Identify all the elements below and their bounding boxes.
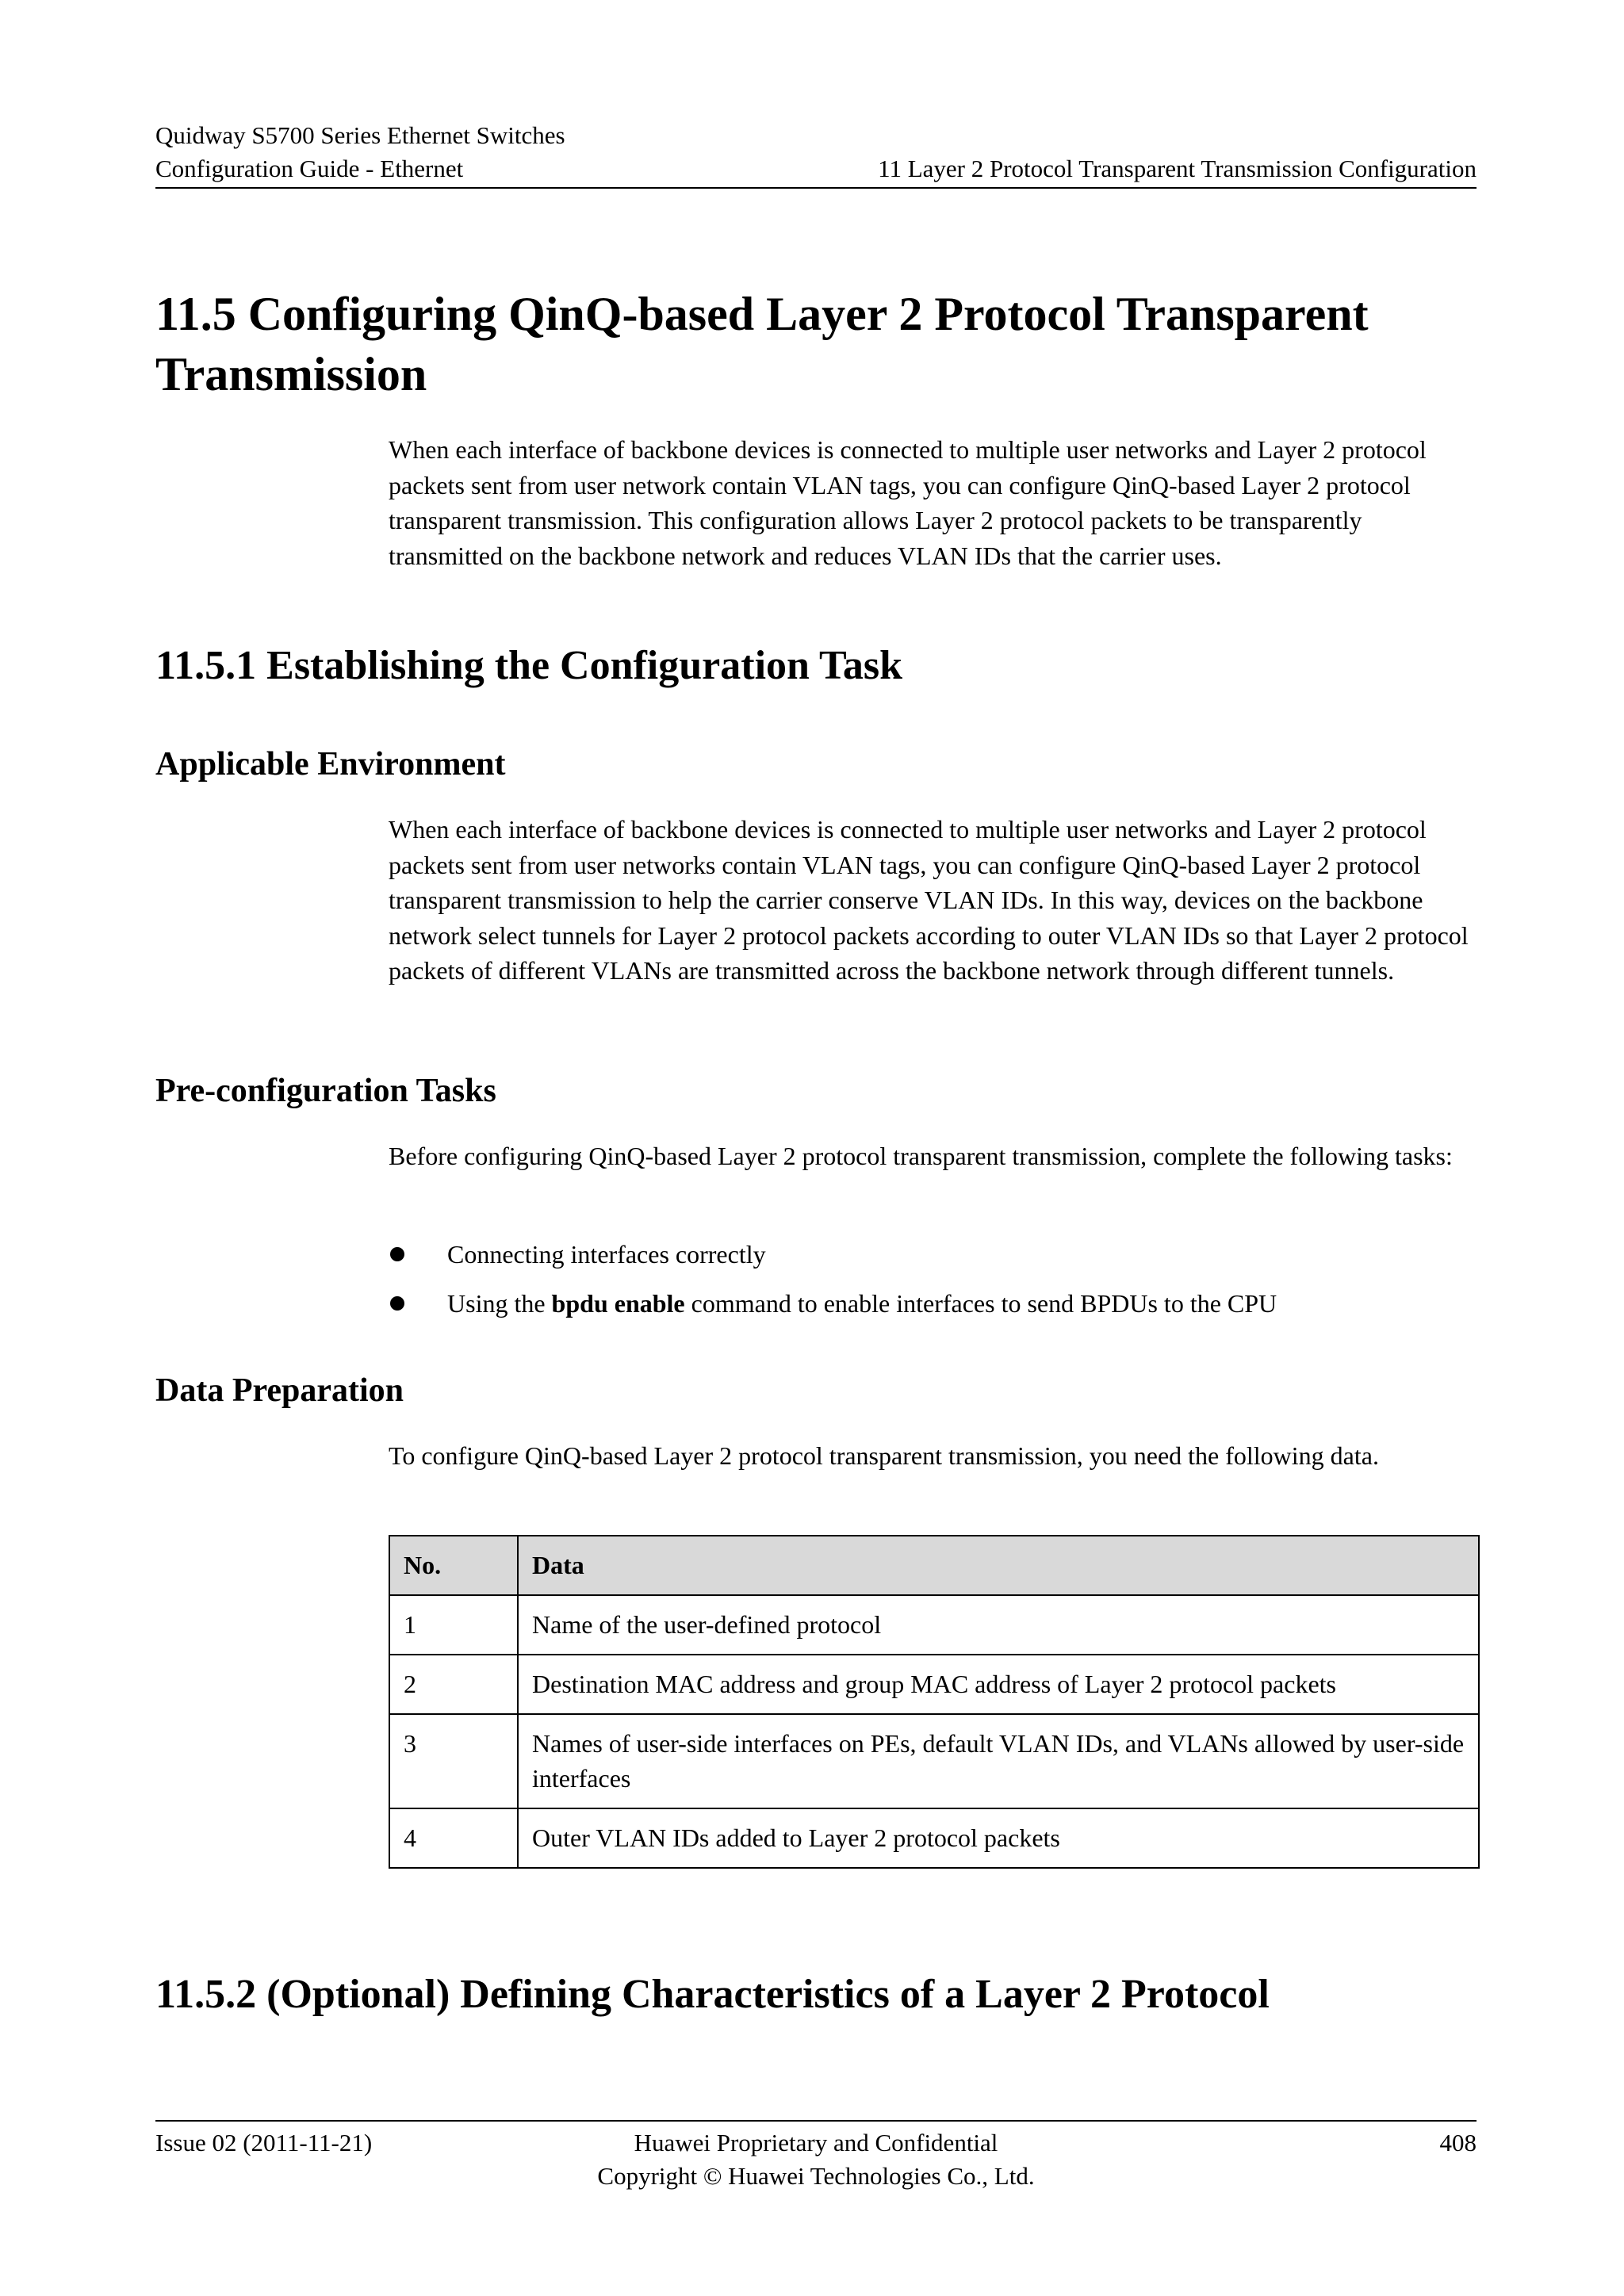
data-preparation-text: To configure QinQ-based Layer 2 protocol transparent transmission, you need the following data. xyxy=(389,1441,1379,1470)
table-cell-data: Names of user-side interfaces on PEs, default VLAN IDs, and VLANs allowed by user-side interfaces xyxy=(518,1714,1479,1808)
applicable-environment-heading: Applicable Environment xyxy=(155,746,506,783)
table-cell-data: Name of the user-defined protocol xyxy=(518,1595,1479,1655)
list-item xyxy=(389,1237,1481,1272)
list-item xyxy=(389,1286,1481,1321)
footer-page-number: 408 xyxy=(1439,2129,1477,2156)
applicable-environment-text: When each interface of backbone devices is connected to multiple user networks and Layer 2 protocol packets sent from user networks contain VLAN tags, you can configure QinQ-based Layer 2 protocol transparent transmission to help the carrier conserve VLAN IDs. In this way, devices on the backbone network select tunnels for Layer 2 protocol packets according to outer VLAN IDs so that Layer 2 protocol packets of different VLANs are transmitted across the backbone network through different tunnels. xyxy=(389,815,1469,985)
footer-issue: Issue 02 (2011-11-21) xyxy=(155,2129,373,2156)
table-row xyxy=(389,1808,1479,1868)
data-preparation-heading: Data Preparation xyxy=(155,1372,404,1409)
section-intro: When each interface of backbone devices is connected to multiple user networks and Layer 2 protocol packets sent from user network contain VLAN tags, you can configure QinQ-based Layer 2 protocol transparent transmission. This configuration allows Layer 2 protocol packets to be transparently transmitted on the backbone network and reduces VLAN IDs that the carrier uses. xyxy=(389,435,1427,570)
footer-center xyxy=(155,2126,1477,2193)
preconfiguration-task-list xyxy=(389,1237,1481,1335)
footer-copyright: Copyright © Huawei Technologies Co., Ltd. xyxy=(597,2162,1035,2190)
header-line-2 xyxy=(155,152,1477,186)
header-product: Quidway S5700 Series Ethernet Switches xyxy=(155,121,565,149)
page-footer xyxy=(155,2120,1477,2190)
task-connect-interfaces: Connecting interfaces correctly xyxy=(447,1240,766,1269)
table-cell-data: Outer VLAN IDs added to Layer 2 protocol packets xyxy=(518,1808,1479,1868)
column-header-no: No. xyxy=(389,1536,518,1595)
preconfiguration-text: Before configuring QinQ-based Layer 2 protocol transparent transmission, complete the following tasks: xyxy=(389,1142,1453,1170)
task-bpdu-prefix: Using the xyxy=(447,1289,552,1318)
subsection-1-title: 11.5.1 Establishing the Configuration Task xyxy=(155,643,903,688)
command-bpdu-enable: bpdu enable xyxy=(551,1289,685,1318)
table-row xyxy=(389,1595,1479,1655)
footer-proprietary: Huawei Proprietary and Confidential xyxy=(634,2129,998,2156)
table-cell-data: Destination MAC address and group MAC address of Layer 2 protocol packets xyxy=(518,1655,1479,1714)
bullet-dot-icon xyxy=(390,1247,404,1261)
table-row xyxy=(389,1714,1479,1808)
table-cell-no: 2 xyxy=(389,1655,518,1714)
task-bpdu-suffix: command to enable interfaces to send BPDUs to the CPU xyxy=(684,1289,1277,1318)
table-cell-no: 3 xyxy=(389,1714,518,1808)
preconfiguration-heading: Pre-configuration Tasks xyxy=(155,1073,496,1109)
table-cell-no: 1 xyxy=(389,1595,518,1655)
table-header-row xyxy=(389,1536,1479,1595)
table-cell-no: 4 xyxy=(389,1808,518,1868)
section-title: 11.5 Configuring QinQ-based Layer 2 Protocol Transparent Transmission xyxy=(155,288,1369,400)
data-preparation-table xyxy=(389,1535,1480,1869)
header-chapter: 11 Layer 2 Protocol Transparent Transmission Configuration xyxy=(878,155,1477,182)
header-guide: Configuration Guide - Ethernet xyxy=(155,155,464,182)
bullet-dot-icon xyxy=(390,1296,404,1311)
column-header-data: Data xyxy=(518,1536,1479,1595)
page-header xyxy=(155,119,1477,189)
table-row xyxy=(389,1655,1479,1714)
subsection-2-title: 11.5.2 (Optional) Defining Characteristics of a Layer 2 Protocol xyxy=(155,1972,1270,2017)
